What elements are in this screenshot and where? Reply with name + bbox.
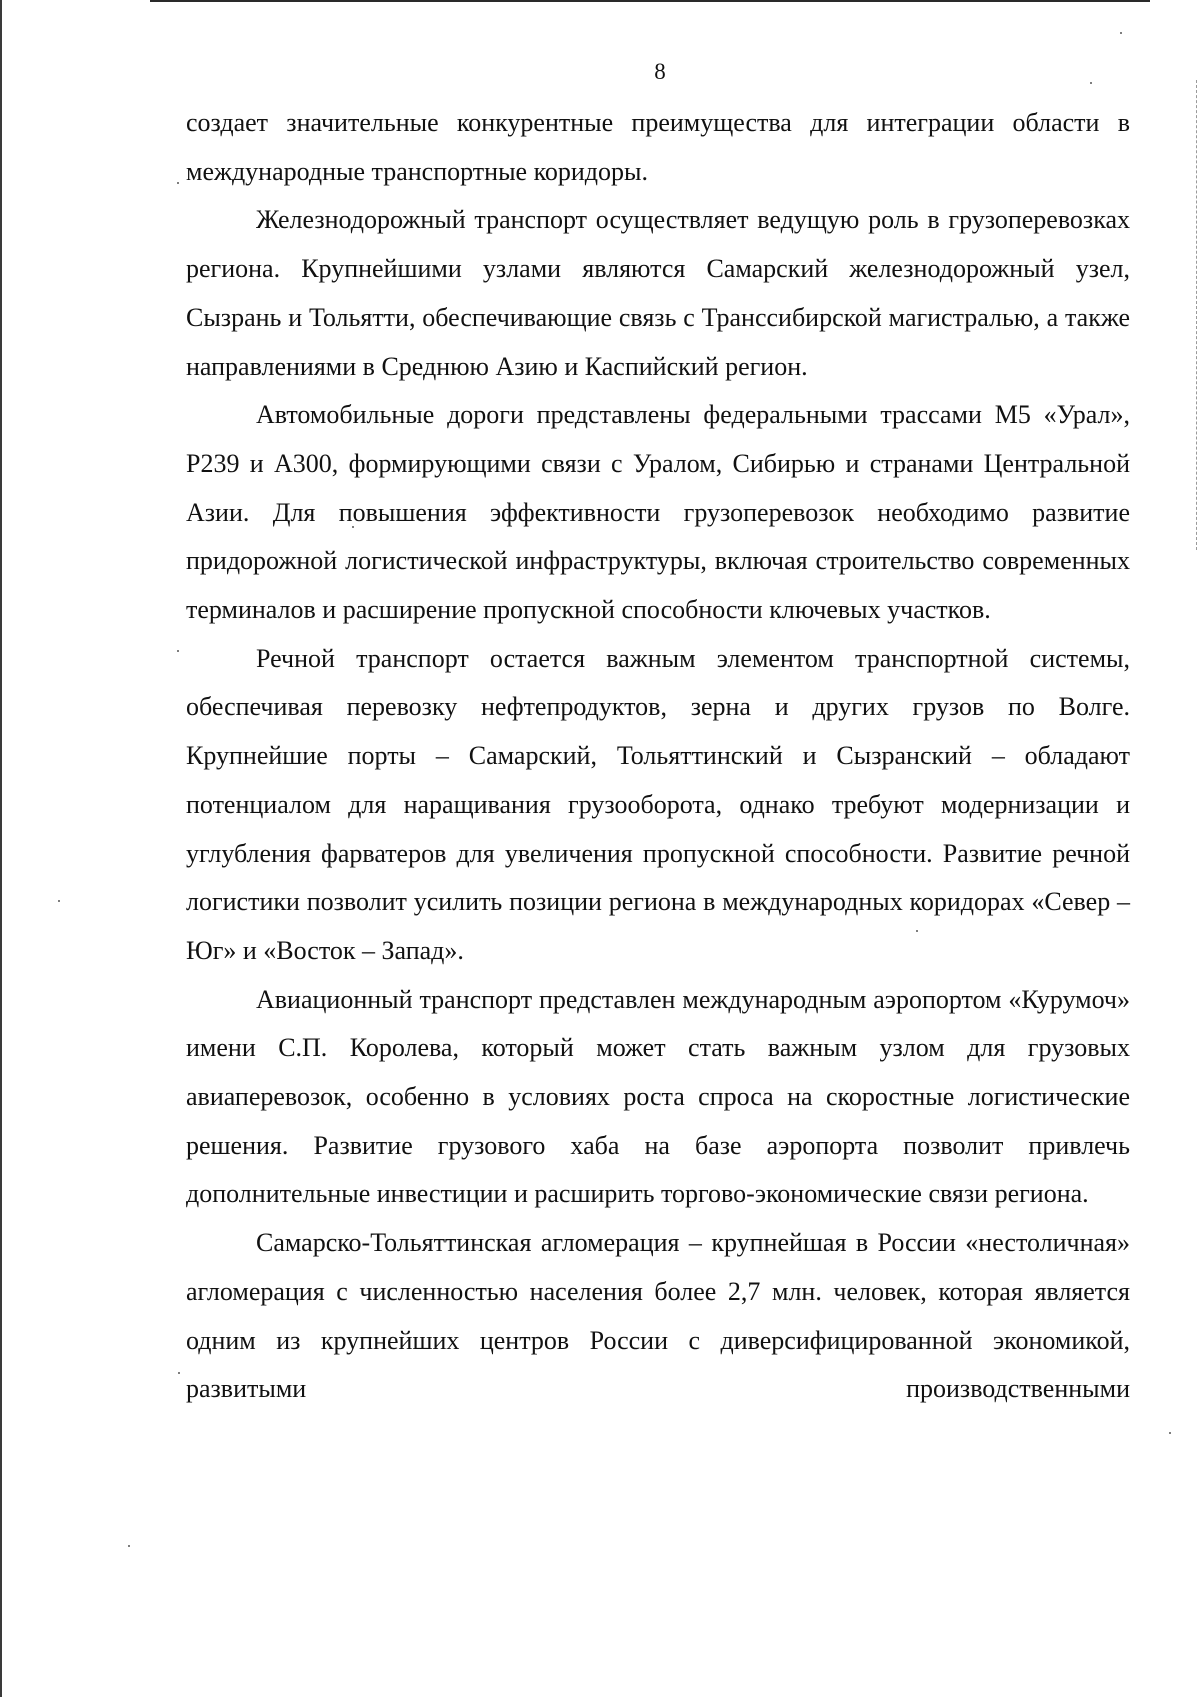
paragraph-agglomeration: Самарско-Тольяттинская агломерация – крупнейшая в России «нестоличная» агломерация с численностью населения более 2,7 млн. человек, которая является одним из крупнейших центров России с диверсифицированной экономикой, развитыми производственными: [186, 1228, 1130, 1404]
paragraph-railway-transport: Железнодорожный транспорт осуществляет ведущую роль в грузоперевозках региона. Крупнейшими узлами являются Самарский железнодорожный узел, Сызрань и Тольятти, обеспечивающие связь с Транссибирской магистралью, а также направлениями в Среднюю Азию и Каспийский регион.: [186, 205, 1130, 381]
scan-left-edge: [0, 0, 2, 1697]
scan-speck: [177, 650, 179, 652]
scan-speck: [58, 900, 60, 902]
paragraph-river-transport: Речной транспорт остается важным элементом транспортной системы, обеспечивая перевозку нефтепродуктов, зерна и других грузов по Волге. Крупнейшие порты – Самарский, Тольяттинский и Сызранский – обладают потенциалом для наращивания грузооборота, однако требуют модернизации и углубления фарватеров для увеличения пропускной способности. Развитие речной логистики позволит усилить позиции региона в международных коридорах «Север – Юг» и «Восток – Запад».: [186, 643, 1130, 965]
scan-top-edge: [150, 0, 1150, 2]
scan-speck: [128, 1545, 130, 1547]
scan-speck: [178, 1372, 180, 1374]
scan-speck: [1120, 32, 1122, 34]
paragraph-continuation: создает значительные конкурентные преимущества для интеграции области в международные транспортные коридоры.: [186, 108, 1130, 186]
scan-speck: [177, 182, 179, 184]
document-body: [186, 99, 1130, 1414]
scan-right-edge: [1196, 80, 1198, 550]
page-number: 8: [654, 59, 666, 84]
paragraph-air-transport: Авиационный транспорт представлен международным аэропортом «Курумоч» имени С.П. Королева, который может стать важным узлом для грузовых авиаперевозок, особенно в условиях роста спроса на скоростные логистические решения. Развитие грузового хаба на базе аэропорта позволит привлечь дополнительные инвестиции и расширить торгово-экономические связи региона.: [186, 984, 1130, 1209]
scan-speck: [1169, 1432, 1171, 1434]
paragraph-road-transport: Автомобильные дороги представлены федеральными трассами М5 «Урал», Р239 и А300, формирующими связи с Уралом, Сибирью и странами Центральной Азии. Для повышения эффективности грузоперевозок необходимо развитие придорожной логистической инфраструктуры, включая строительство современных терминалов и расширение пропускной способности ключевых участков.: [186, 400, 1130, 625]
